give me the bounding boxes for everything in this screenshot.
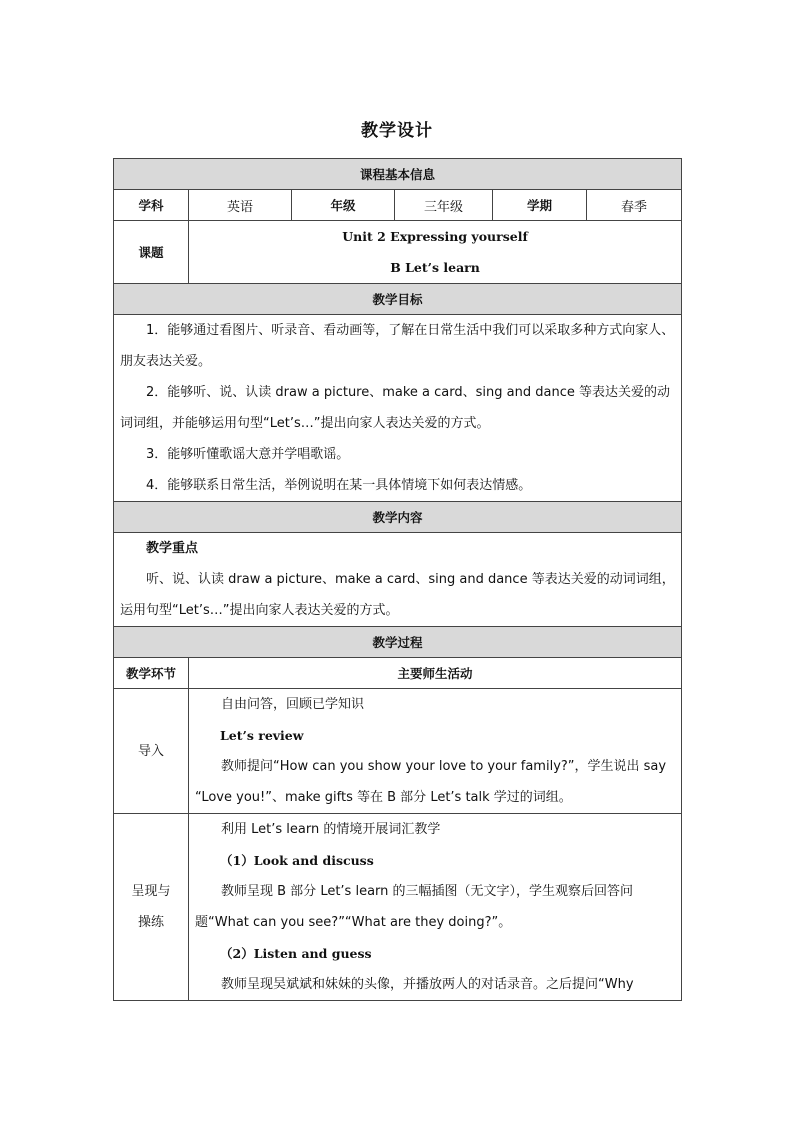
process-header: 教学过程 bbox=[114, 627, 682, 658]
activity-line: 利用 Let’s learn 的情境开展词汇教学 bbox=[221, 822, 441, 837]
activity-line: 教师提问“How can you show your love to your family?”，学生说出 say “Love you!”、make gifts 等在 B 部分 Let’s talk 学过的词组。 bbox=[195, 759, 667, 805]
topic-line-section: B Let’s learn bbox=[390, 260, 480, 275]
lesson-plan-table bbox=[113, 158, 682, 1001]
stage-cell bbox=[114, 814, 189, 1001]
activity-line: 自由问答，回顾已学知识 bbox=[221, 697, 365, 712]
activity-line: （1）Look and discuss bbox=[220, 853, 374, 868]
stage-label: 呈现与 bbox=[131, 884, 171, 899]
content-header: 教学内容 bbox=[114, 502, 682, 533]
grade-label: 年级 bbox=[292, 190, 395, 221]
topic-label: 课题 bbox=[114, 221, 189, 284]
stage-cell bbox=[114, 689, 189, 814]
objective-item: 4．能够联系日常生活，举例说明在某一具体情境下如何表达情感。 bbox=[146, 478, 532, 493]
process-header-row bbox=[114, 627, 682, 658]
stage-column-header: 教学环节 bbox=[114, 658, 189, 689]
content-header-row bbox=[114, 502, 682, 533]
grade-value: 三年级 bbox=[395, 190, 493, 221]
objectives-body bbox=[114, 315, 682, 502]
subject-value: 英语 bbox=[189, 190, 292, 221]
objective-item: 3．能够听懂歌谣大意并学唱歌谣。 bbox=[146, 447, 350, 462]
topic-value bbox=[189, 221, 682, 284]
term-value: 春季 bbox=[587, 190, 682, 221]
objectives-header-row bbox=[114, 284, 682, 315]
activity-column-header: 主要师生活动 bbox=[189, 658, 682, 689]
content-body bbox=[114, 533, 682, 627]
content-body-row bbox=[114, 533, 682, 627]
key-point-text: 听、说、认读 draw a picture、make a card、sing and dance 等表达关爱的动词词组，运用句型“Let’s…”提出向家人表达关爱的方式。 bbox=[120, 572, 675, 618]
activity-cell bbox=[189, 814, 682, 1001]
objective-item: 2．能够听、说、认读 draw a picture、make a card、sing and dance 等表达关爱的动词词组，并能够运用句型“Let’s…”提出向家人表达关爱的方式。 bbox=[120, 385, 670, 431]
document-title: 教学设计 bbox=[361, 121, 433, 141]
term-label: 学期 bbox=[493, 190, 587, 221]
topic-row bbox=[114, 221, 682, 284]
process-columns-row bbox=[114, 658, 682, 689]
activity-line: 教师呈现吴斌斌和妹妹的头像，并播放两人的对话录音。之后提问“Why bbox=[221, 977, 634, 992]
process-row-presentation bbox=[114, 814, 682, 1001]
stage-label: 操练 bbox=[137, 915, 164, 930]
objective-item: 1．能够通过看图片、听录音、看动画等，了解在日常生活中我们可以采取多种方式向家人、朋友表达关爱。 bbox=[120, 323, 675, 369]
topic-line-unit: Unit 2 Expressing yourself bbox=[342, 229, 528, 244]
activity-line: Let’s review bbox=[220, 728, 304, 743]
basic-info-header-row bbox=[114, 159, 682, 190]
process-row-intro bbox=[114, 689, 682, 814]
objectives-header: 教学目标 bbox=[114, 284, 682, 315]
stage-label: 导入 bbox=[137, 743, 164, 759]
subject-label: 学科 bbox=[114, 190, 189, 221]
activity-cell bbox=[189, 689, 682, 814]
activity-line: （2）Listen and guess bbox=[220, 946, 372, 961]
key-point-label: 教学重点 bbox=[146, 541, 199, 556]
objectives-body-row bbox=[114, 315, 682, 502]
activity-line: 教师呈现 B 部分 Let’s learn 的三幅插图（无文字），学生观察后回答问题“What can you see?”“What are they doing?”。 bbox=[195, 884, 634, 930]
basic-info-header: 课程基本信息 bbox=[114, 159, 682, 190]
basic-info-row bbox=[114, 190, 682, 221]
